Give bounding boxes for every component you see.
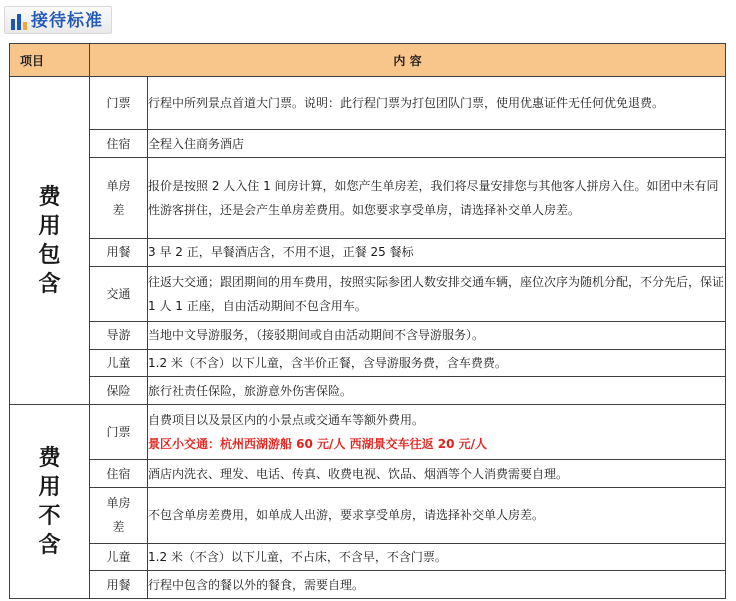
row-label: 单房差 — [90, 157, 148, 238]
reception-standard-table — [9, 43, 726, 599]
row-label: 用餐 — [90, 238, 148, 266]
row-content: 不包含单房差费用，如单成人出游，要求享受单房，请选择补交单人房差。 — [148, 488, 726, 543]
header-content: 内 容 — [90, 44, 726, 77]
row-content-text: 自费项目以及景区内的小景点或交通车等额外费用。 — [148, 413, 425, 428]
table-row — [10, 157, 726, 238]
table-row — [10, 571, 726, 599]
row-content: 3 早 2 正，早餐酒店含，不用不退，正餐 25 餐标 — [148, 238, 726, 266]
row-label: 保险 — [90, 377, 148, 405]
table-row — [10, 349, 726, 377]
row-label: 住宿 — [90, 460, 148, 488]
category-label: 费用包含 — [38, 184, 61, 297]
row-label: 用餐 — [90, 571, 148, 599]
row-content: 行程中包含的餐以外的餐食，需要自理。 — [148, 571, 726, 599]
row-content: 行程中所列景点首道大门票。说明：此行程门票为打包团队门票，使用优惠证件无任何优免退费。 — [148, 77, 726, 130]
table-row — [10, 77, 726, 130]
table-row — [10, 321, 726, 349]
row-content: 全程入住商务酒店 — [148, 130, 726, 158]
row-content: 往返大交通；跟团期间的用车费用，按照实际参团人数安排交通车辆，座位次序为随机分配，不分先后，保证 1 人 1 正座，自由活动期间不包含用车。 — [148, 266, 726, 321]
bar-chart-icon — [10, 11, 28, 31]
table-row — [10, 238, 726, 266]
row-label: 单房差 — [90, 488, 148, 543]
table-row — [10, 488, 726, 543]
table-header-row — [10, 44, 726, 77]
row-content: 报价是按照 2 人入住 1 间房计算，如您产生单房差，我们将尽量安排您与其他客人拼房入住。如团中未有同性游客拼住，还是会产生单房差费用。如您要求享受单房，请选择补交单人房差。 — [148, 157, 726, 238]
row-content: 当地中文导游服务，（接驳期间或自由活动期间不含导游服务）。 — [148, 321, 726, 349]
row-content-highlight: 景区小交通：杭州西湖游船 60 元/人 西湖景交车往返 20 元/人 — [148, 437, 488, 452]
table-row — [10, 377, 726, 405]
header-item: 项目 — [10, 44, 90, 77]
table-row — [10, 130, 726, 158]
row-content: 酒店内洗衣、理发、电话、传真、收费电视、饮品、烟酒等个人消费需要自理。 — [148, 460, 726, 488]
row-label: 交通 — [90, 266, 148, 321]
table-row — [10, 543, 726, 571]
logo-badge — [4, 6, 112, 34]
row-label: 门票 — [90, 77, 148, 130]
category-excluded — [10, 405, 90, 599]
row-content: 1.2 米（不含）以下儿童，含半价正餐，含导游服务费，含车费费。 — [148, 349, 726, 377]
logo-title: 接待标准 — [31, 11, 103, 31]
category-label: 费用不含 — [38, 445, 61, 558]
table-row — [10, 405, 726, 460]
row-label: 导游 — [90, 321, 148, 349]
row-label: 儿童 — [90, 543, 148, 571]
row-label: 儿童 — [90, 349, 148, 377]
row-content: 旅行社责任保险，旅游意外伤害保险。 — [148, 377, 726, 405]
row-label: 门票 — [90, 405, 148, 460]
row-content: 1.2 米（不含）以下儿童，不占床，不含早，不含门票。 — [148, 543, 726, 571]
table-row — [10, 460, 726, 488]
row-content — [148, 405, 726, 460]
category-included — [10, 77, 90, 405]
row-label: 住宿 — [90, 130, 148, 158]
table-row — [10, 266, 726, 321]
